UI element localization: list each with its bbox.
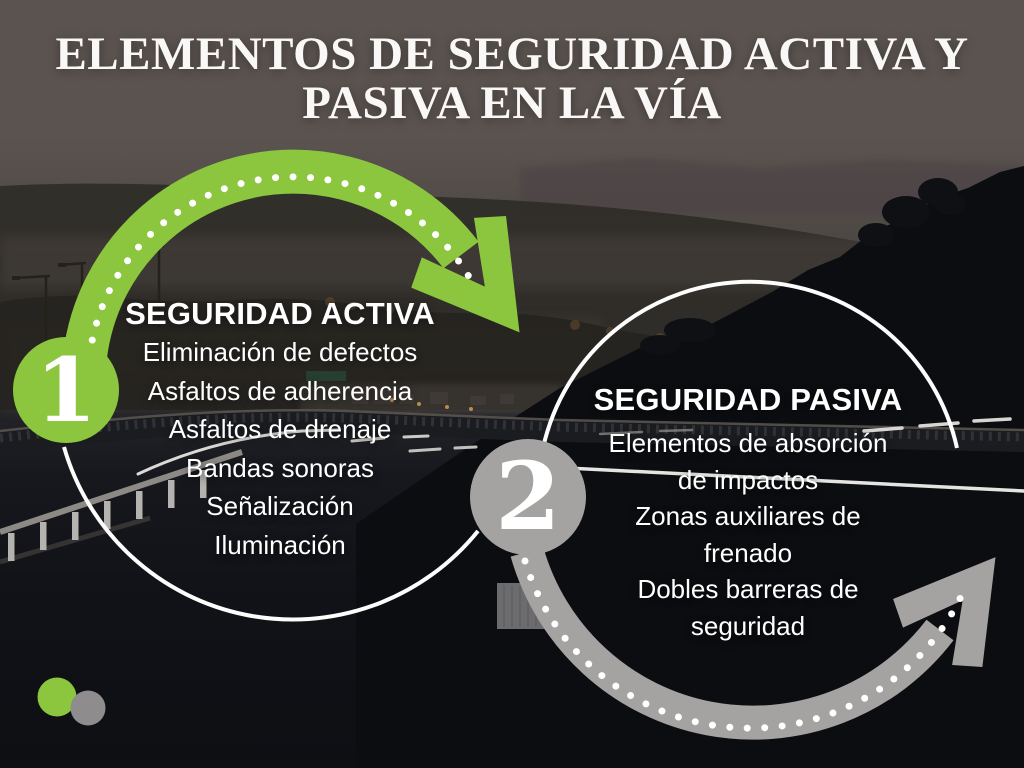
page-title-line2: PASIVA EN LA VÍA (302, 77, 722, 129)
list-item: Asfaltos de adherencia (147, 375, 413, 406)
list-seguridad-pasiva (598, 425, 898, 644)
list-item: Bandas sonoras (186, 452, 374, 483)
list-item: Zonas auxiliares de frenado (635, 501, 861, 568)
list-item: Señalización (206, 491, 354, 521)
list-item: Elementos de absorción de impactos (608, 428, 888, 495)
page-title-line1: ELEMENTOS DE SEGURIDAD ACTIVA Y (55, 28, 969, 80)
step-1-number: 1 (35, 338, 97, 442)
deco-dot-gray (71, 691, 106, 726)
heading-seguridad-activa: SEGURIDAD ACTIVA (125, 296, 435, 331)
list-item: Iluminación (214, 529, 346, 560)
list-item: Dobles barreras de seguridad (637, 574, 859, 641)
list-item: Asfaltos de drenaje (168, 414, 392, 444)
step-2-number: 2 (495, 442, 561, 552)
heading-seguridad-pasiva: SEGURIDAD PASIVA (593, 382, 903, 417)
deco-dot-green (38, 678, 77, 717)
list-item: Eliminación de defectos (142, 337, 418, 367)
list-seguridad-activa (80, 333, 480, 564)
page-title (0, 30, 1024, 128)
